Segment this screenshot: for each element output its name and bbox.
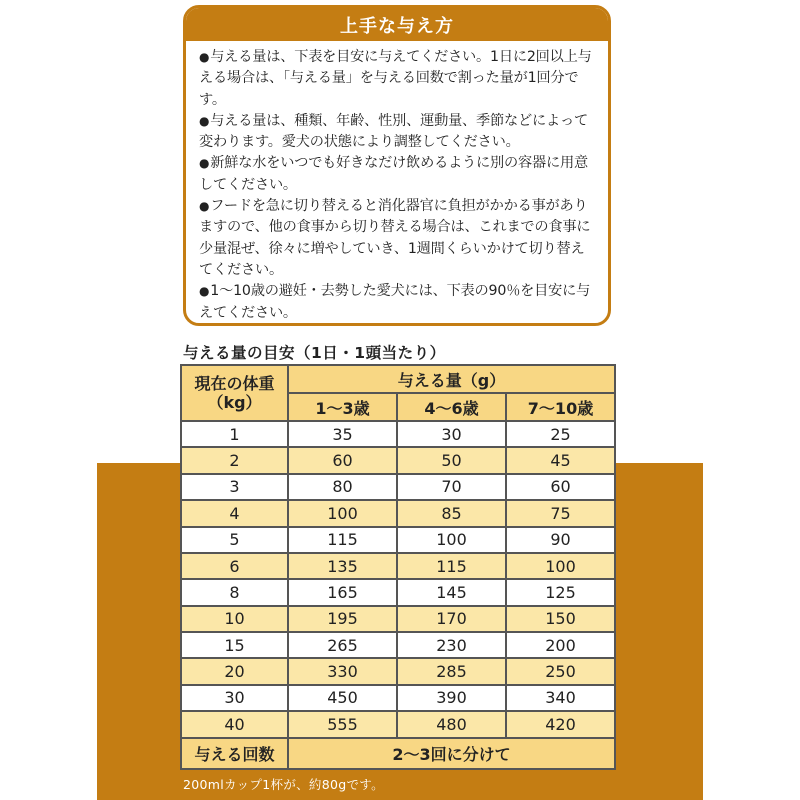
guide-item-text: 1～10歳の避妊・去勢した愛犬には、下表の90％を目安に与えてください。 xyxy=(199,283,591,321)
table-row xyxy=(181,553,615,579)
amount-cell: 100 xyxy=(288,500,397,526)
amount-cell: 135 xyxy=(288,553,397,579)
amount-cell: 265 xyxy=(288,632,397,658)
weight-cell: 30 xyxy=(181,685,288,711)
amount-cell: 285 xyxy=(397,658,506,684)
table-row xyxy=(181,500,615,526)
bullet-icon: ● xyxy=(199,199,210,214)
table-row xyxy=(181,658,615,684)
guide-item xyxy=(199,47,598,111)
amount-cell: 480 xyxy=(397,711,506,737)
guide-item xyxy=(199,324,598,326)
table-row xyxy=(181,447,615,473)
age-header: 1～3歳 xyxy=(288,393,397,421)
amount-cell: 450 xyxy=(288,685,397,711)
bullet-icon: ● xyxy=(199,113,210,128)
age-header: 7～10歳 xyxy=(506,393,615,421)
weight-cell: 3 xyxy=(181,474,288,500)
table-row xyxy=(181,474,615,500)
amount-cell: 60 xyxy=(506,474,615,500)
amount-cell: 80 xyxy=(288,474,397,500)
amount-cell: 150 xyxy=(506,606,615,632)
amount-cell: 145 xyxy=(397,579,506,605)
weight-cell: 20 xyxy=(181,658,288,684)
weight-cell: 2 xyxy=(181,447,288,473)
frequency-row xyxy=(181,738,615,770)
amount-cell: 60 xyxy=(288,447,397,473)
table-row xyxy=(181,632,615,658)
guide-item-text: フードを急に切り替えると消化器官に負担がかかる事がありますので、他の食事から切り替える場合は、これまでの食事に少量混ぜ、徐々に増やしていき、1週間くらいかけて切り替えてください。 xyxy=(199,198,591,278)
amount-cell: 50 xyxy=(397,447,506,473)
footnote: 200mlカップ1杯が、約80gです。 xyxy=(183,777,384,792)
weight-header-line1: 現在の体重 xyxy=(194,374,275,393)
weight-header-unit: （kg） xyxy=(207,393,262,412)
weight-cell: 10 xyxy=(181,606,288,632)
weight-cell: 40 xyxy=(181,711,288,737)
guide-item-text: 与える量は、下表を目安に与えてください。1日に2回以上与える場合は、「与える量」を与える回数で割った量が1回分です。 xyxy=(199,49,592,108)
amount-cell: 125 xyxy=(506,579,615,605)
guide-item xyxy=(199,111,598,154)
amount-cell: 30 xyxy=(397,421,506,447)
amount-cell: 85 xyxy=(397,500,506,526)
table-row xyxy=(181,711,615,737)
weight-cell: 6 xyxy=(181,553,288,579)
bullet-icon: ● xyxy=(199,284,210,299)
table-heading: 与える量の目安（1日・1頭当たり） xyxy=(183,344,446,362)
table-row xyxy=(181,421,615,447)
amount-cell: 100 xyxy=(397,527,506,553)
table-row xyxy=(181,579,615,605)
amount-cell: 250 xyxy=(506,658,615,684)
amount-cell: 45 xyxy=(506,447,615,473)
amount-cell: 75 xyxy=(506,500,615,526)
weight-cell: 5 xyxy=(181,527,288,553)
amount-cell: 90 xyxy=(506,527,615,553)
guide-item xyxy=(199,153,598,196)
amount-cell: 340 xyxy=(506,685,615,711)
amount-cell: 230 xyxy=(397,632,506,658)
weight-cell: 1 xyxy=(181,421,288,447)
amount-cell: 115 xyxy=(288,527,397,553)
amount-cell: 165 xyxy=(288,579,397,605)
guide-title: 上手な与え方 xyxy=(186,8,608,41)
amount-cell: 100 xyxy=(506,553,615,579)
amount-cell: 420 xyxy=(506,711,615,737)
table-row xyxy=(181,606,615,632)
amount-cell: 25 xyxy=(506,421,615,447)
guide-item-text: 与える量は、種類、年齢、性別、運動量、季節などによって変わります。愛犬の状態により調整してください。 xyxy=(199,112,588,151)
guide-body xyxy=(186,41,608,326)
weight-cell: 8 xyxy=(181,579,288,605)
amount-cell: 555 xyxy=(288,711,397,737)
feeding-guide-box xyxy=(183,5,611,326)
weight-cell: 15 xyxy=(181,632,288,658)
amount-cell: 200 xyxy=(506,632,615,658)
amount-cell: 70 xyxy=(397,474,506,500)
table-row xyxy=(181,527,615,553)
guide-item-text: 新鮮な水をいつでも好きなだけ飲めるように別の容器に用意してください。 xyxy=(199,155,588,193)
amount-cell: 195 xyxy=(288,606,397,632)
bullet-icon: ● xyxy=(199,50,210,64)
amount-header: 与える量（g） xyxy=(288,365,615,393)
weight-cell: 4 xyxy=(181,500,288,526)
age-header: 4～6歳 xyxy=(397,393,506,421)
amount-cell: 35 xyxy=(288,421,397,447)
guide-item xyxy=(199,196,598,281)
table-row xyxy=(181,685,615,711)
frequency-value: 2～3回に分けて xyxy=(288,738,615,770)
amount-cell: 115 xyxy=(397,553,506,579)
guide-item xyxy=(199,281,598,324)
amount-cell: 170 xyxy=(397,606,506,632)
amount-cell: 330 xyxy=(288,658,397,684)
weight-header xyxy=(181,365,288,421)
frequency-label: 与える回数 xyxy=(181,738,288,770)
amount-cell: 390 xyxy=(397,685,506,711)
bullet-icon: ● xyxy=(199,156,210,171)
feeding-amount-table xyxy=(180,364,616,770)
